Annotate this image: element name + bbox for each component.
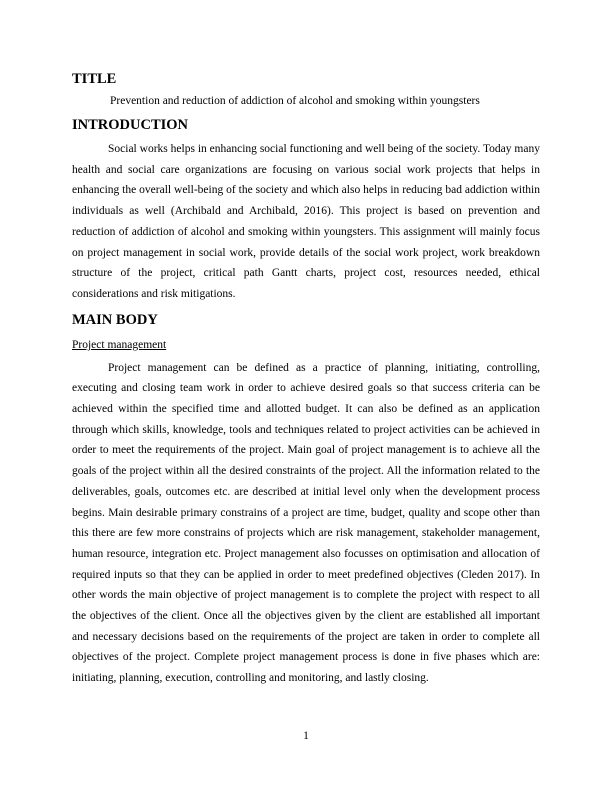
project-management-paragraph: Project management can be defined as a practice of planning, initiating, controlling, executing and closing team work in order to achieve desired goals so that success criteria can be achieved within the specified time and allotted budget. It can also be defined as an application through which skills, knowledge, tools and techniques related to project activities can be achieved in order to meet the requirements of the project. Main goal of project management is to achieve all the goals of the project within all the desired constraints of the project. All the information related to the deliverables, goals, outcomes etc. are described at initial level only when the development process begins. Main desirable primary constrains of a project are time, budget, quality and scope other than this there are few more constrains of projects which are risk management, stakeholder management, human resource, integration etc. Project management also focusses on optimisation and allocation of required inputs so that they can be applied in order to meet predefined objectives (Cleden 2017). In other words the main objective of project management is to complete the project with respect to all the objectives of the client. Once all the objectives given by the client are established all important and necessary decisions based on the requirements of the project are taken in order to complete all objectives of the project. Complete project management process is done in five phases which are: initiating, planning, execution, controlling and monitoring, and lastly closing. — [72, 361, 540, 685]
title-heading: TITLE — [72, 71, 117, 87]
title-text: Prevention and reduction of addiction of alcohol and smoking within youngsters — [110, 95, 480, 107]
project-management-subheading: Project management — [72, 338, 167, 351]
introduction-heading: INTRODUCTION — [72, 117, 189, 133]
main-body-heading: MAIN BODY — [72, 311, 158, 328]
page-number: 1 — [303, 730, 309, 742]
document-page — [72, 70, 540, 689]
introduction-paragraph: Social works helps in enhancing social functioning and well being of the society. Today many health and social care organizations are focusing on various social work projects that helps in enhancing the overall well-being of the society and which also helps in reducing bad addiction within individuals as well (Archibald and Archibald, 2016). This project is based on prevention and reduction of addiction of alcohol and smoking within youngsters. This assignment will mainly focus on project management in social work, provide details of the social work project, work breakdown structure of the project, critical path Gantt charts, project cost, resources needed, ethical considerations and risk mitigations. — [72, 143, 540, 300]
